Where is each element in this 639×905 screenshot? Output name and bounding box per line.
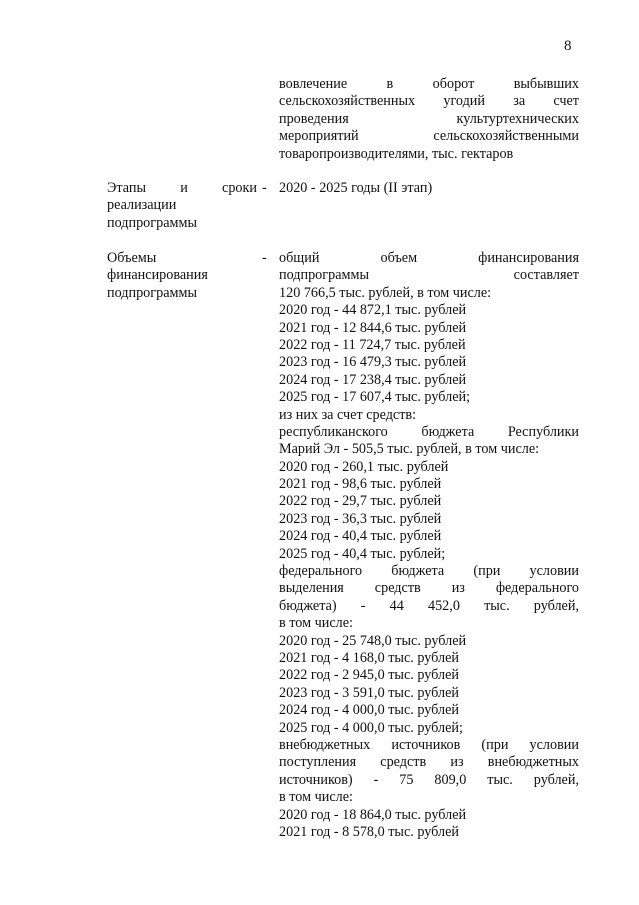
text-line: мероприятий сельскохозяйственными (279, 128, 579, 145)
text-line: подпрограммы составляет (279, 267, 579, 284)
text-line: товаропроизводителями, тыс. гектаров (279, 145, 514, 162)
stages-label (107, 180, 257, 232)
text-line: 2024 год - 4 000,0 тыс. рублей (279, 702, 459, 719)
text-line: Этапы и сроки (107, 180, 257, 196)
text-line: 2020 год - 44 872,1 тыс. рублей (279, 302, 467, 319)
text-line: 2021 год - 12 844,6 тыс. рублей (279, 319, 467, 336)
text-line: 120 766,5 тыс. рублей, в том числе: (279, 284, 492, 301)
text-line: реализации (107, 197, 177, 214)
text-line: из них за счет средств: (279, 406, 417, 423)
text-line: 2025 год - 40,4 тыс. рублей; (279, 545, 446, 562)
text-line: 2020 год - 25 748,0 тыс. рублей (279, 632, 467, 649)
page-number: 8 (564, 38, 572, 54)
text-line: бюджета) - 44 452,0 тыс. рублей, (279, 597, 579, 614)
stages-value (279, 180, 579, 197)
text-line: общий объем финансирования (279, 250, 579, 266)
text-line: Объемы (107, 250, 157, 266)
text-line: 2022 год - 11 724,7 тыс. рублей (279, 336, 466, 353)
text-line: Марий Эл - 505,5 тыс. рублей, в том числе: (279, 441, 540, 458)
text-line: внебюджетных источников (при условии (279, 736, 579, 753)
text-line: в том числе: (279, 789, 353, 806)
stages-value-text: 2020 - 2025 годы (II этап) (279, 180, 433, 196)
text-line: 2023 год - 3 591,0 тыс. рублей (279, 684, 459, 701)
text-line: источников) - 75 809,0 тыс. рублей, (279, 771, 579, 788)
text-line: 2025 год - 17 607,4 тыс. рублей; (279, 389, 471, 406)
text-line: в том числе: (279, 615, 353, 632)
text-line: 2025 год - 4 000,0 тыс. рублей; (279, 719, 463, 736)
text-line: 2024 год - 17 238,4 тыс. рублей (279, 371, 467, 388)
text-line: 2021 год - 8 578,0 тыс. рублей (279, 823, 459, 840)
text-line: 2024 год - 40,4 тыс. рублей (279, 528, 442, 545)
text-line: проведения культуртехнических (279, 110, 579, 127)
text-line: 2021 год - 98,6 тыс. рублей (279, 476, 442, 493)
text-line: 2020 год - 260,1 тыс. рублей (279, 458, 449, 475)
text-line: республиканского бюджета Республики (279, 423, 579, 440)
stages-dash: - (262, 180, 267, 196)
funding-text (279, 250, 579, 841)
text-line: 2023 год - 36,3 тыс. рублей (279, 510, 442, 527)
text-line: поступления средств из внебюджетных (279, 754, 579, 771)
text-line: 2021 год - 4 168,0 тыс. рублей (279, 649, 459, 666)
text-line: сельскохозяйственных угодий за счет (279, 93, 579, 110)
text-line: подпрограммы (107, 214, 197, 231)
text-line: федерального бюджета (при условии (279, 563, 579, 580)
text-line: выделения средств из федерального (279, 580, 579, 597)
funding-label (107, 250, 272, 302)
funding-dash: - (262, 250, 267, 266)
text-line: вовлечение в оборот выбывших (279, 76, 579, 92)
text-line: подпрограммы (107, 284, 197, 301)
text-line: 2022 год - 29,7 тыс. рублей (279, 493, 442, 510)
text-line: 2023 год - 16 479,3 тыс. рублей (279, 354, 467, 371)
text-line: финансирования (107, 267, 208, 284)
text-line: 2020 год - 18 864,0 тыс. рублей (279, 806, 467, 823)
intro-text (279, 76, 579, 163)
text-line: 2022 год - 2 945,0 тыс. рублей (279, 667, 459, 684)
